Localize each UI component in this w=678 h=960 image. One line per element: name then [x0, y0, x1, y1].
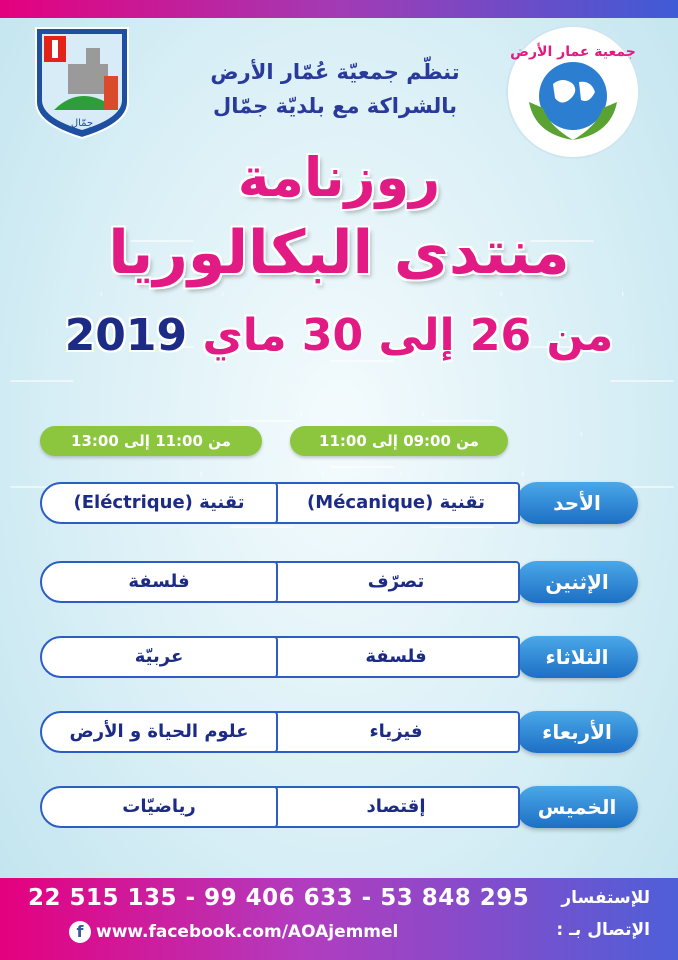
hexagon-decoration [580, 380, 678, 488]
day-label: الخميس [516, 786, 638, 828]
session-1: فيزياء [272, 711, 520, 753]
contact-label-1: للإستفسار [561, 888, 650, 908]
session-2: عربيّة [40, 636, 278, 678]
schedule-row-wednesday [40, 711, 638, 753]
phone-numbers: 22 515 135 - 99 406 633 - 53 848 295 [28, 885, 530, 911]
schedule-row-thursday [40, 786, 638, 828]
website-link[interactable]: www.facebook.com/AOAjemmel [96, 922, 399, 942]
session-2: علوم الحياة و الأرض [40, 711, 278, 753]
svg-text:جمّال: جمّال [70, 118, 94, 129]
session-1: تصرّف [272, 561, 520, 603]
top-gradient-bar [0, 0, 678, 18]
session-2: فلسفة [40, 561, 278, 603]
organizer-line: تنظّم جمعيّة عُمّار الأرض [210, 60, 460, 84]
municipality-shield-logo [32, 24, 132, 142]
date-range [0, 310, 678, 361]
time-slot-1: من 09:00 إلى 11:00 [290, 426, 508, 456]
date-year: 2019 [64, 310, 188, 361]
session-1: إقتصاد [272, 786, 520, 828]
session-1: تقنية (Mécanique) [272, 482, 520, 524]
schedule-row-sunday [40, 482, 638, 524]
session-2: رياضيّات [40, 786, 278, 828]
facebook-icon[interactable]: f [69, 921, 91, 943]
partnership-line: بالشراكة مع بلديّة جمّال [212, 94, 458, 118]
contact-label-2: الإتصال بـ : [556, 920, 650, 940]
association-logo [503, 22, 643, 162]
day-label: الأربعاء [516, 711, 638, 753]
session-2: تقنية (Eléctrique) [40, 482, 278, 524]
svg-text:جمعية عمار الأرض: جمعية عمار الأرض [510, 44, 636, 60]
calendar-title: روزنامة [237, 146, 441, 209]
schedule-row-monday [40, 561, 638, 603]
time-slot-2: من 11:00 إلى 13:00 [40, 426, 262, 456]
date-range-text: من 26 إلى 30 ماي [202, 310, 614, 361]
day-label: الثلاثاء [516, 636, 638, 678]
session-1: فلسفة [272, 636, 520, 678]
day-label: الأحد [516, 482, 638, 524]
schedule-row-tuesday [40, 636, 638, 678]
forum-title: منتدى البكالوريا [108, 218, 570, 288]
day-label: الإثنين [516, 561, 638, 603]
